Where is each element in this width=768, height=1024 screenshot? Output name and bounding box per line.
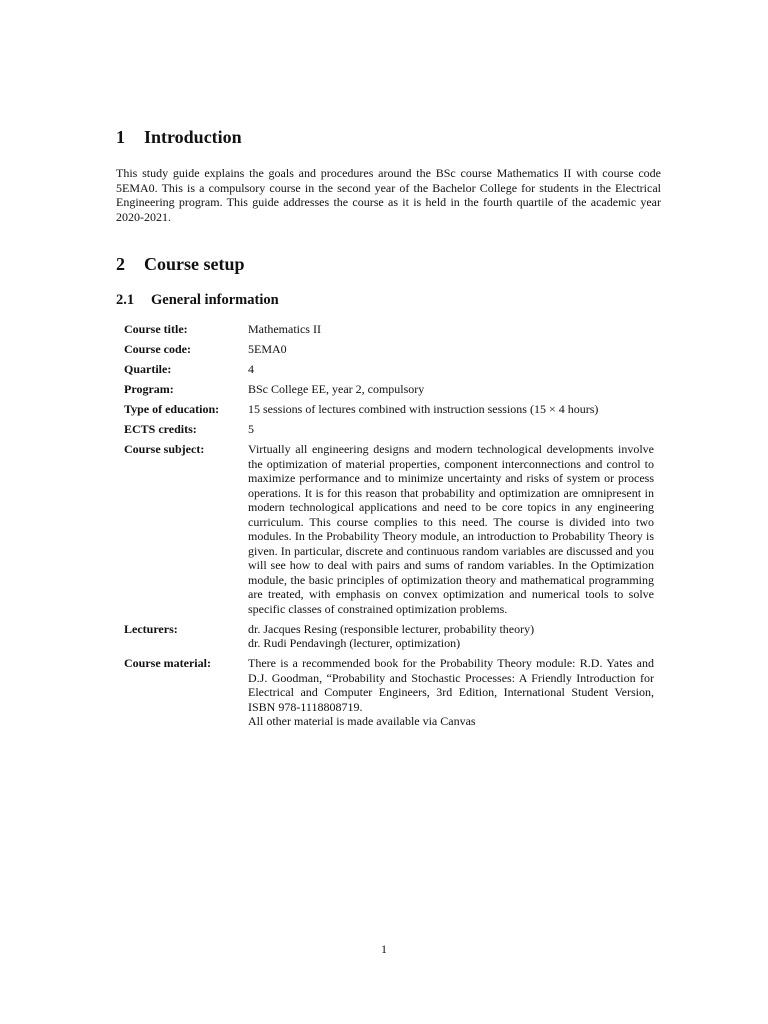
info-value-line: Virtually all engineering designs and modern technological developments involve the optimization of material properties, component interconnections and control to maximize performance and to minimize uncertainty and risks of system or process operations. It is for this reason that probability and optimization are omnipresent in modern technological applications and need to be core topics in any engineering curriculum. This course complies to this need. The course is divided into two modules. In the Probability Theory module, an introduction to Probability Theory is given. In particular, discrete and continuous random variables are discussed and you will see how to deal with pairs and sums of random variables. In the Optimization module, the basic principles of optimization theory and mathematical programming are treated, with emphasis on convex optimization and numerical tools to solve specific classes of constrained optimization problems.: [248, 442, 654, 616]
general-information-table: [124, 322, 654, 734]
info-value-line: Mathematics II: [248, 322, 321, 336]
info-value: [248, 422, 654, 437]
info-value: [248, 362, 654, 377]
info-label: Lecturers:: [124, 621, 178, 636]
info-label: ECTS credits:: [124, 422, 197, 436]
info-label: Course material:: [124, 656, 211, 670]
section-number: 1: [116, 127, 125, 147]
info-value-line: dr. Jacques Resing (responsible lecturer, probability theory): [248, 621, 535, 636]
info-value-line: 15 sessions of lectures combined with instruction sessions (15 × 4 hours): [248, 402, 599, 416]
section-number: 2: [116, 254, 125, 274]
subsection-number: 2.1: [116, 292, 135, 308]
info-label: Quartile:: [124, 362, 172, 376]
info-row: [124, 422, 654, 437]
info-label: Course subject:: [124, 442, 205, 456]
info-value-line: BSc College EE, year 2, compulsory: [248, 382, 425, 396]
info-row: [124, 622, 654, 651]
info-label: Program:: [124, 382, 174, 396]
info-value-line: dr. Rudi Pendavingh (lecturer, optimization): [248, 636, 461, 650]
info-value-line: 5: [248, 422, 254, 436]
info-label: Course code:: [124, 342, 191, 356]
info-value: [248, 622, 654, 651]
intro-paragraph: This study guide explains the goals and procedures around the BSc course Mathematics II with course code 5EMA0. This is a compulsory course in the second year of the Bachelor College for students in the Electrical Engineering program. This guide addresses the course as it is held in the fourth quartile of the academic year 2020-2021.: [116, 166, 661, 224]
info-value-line: All other material is made available via Canvas: [248, 714, 476, 728]
section-2-heading: [116, 254, 245, 275]
section-title: Introduction: [144, 127, 242, 147]
info-value: [248, 442, 654, 616]
info-row: [124, 342, 654, 357]
info-row: [124, 442, 654, 616]
subsection-2-1-heading: [116, 292, 279, 309]
info-label: Type of education:: [124, 402, 220, 416]
info-row: [124, 322, 654, 337]
info-value: [248, 342, 654, 357]
info-row: [124, 362, 654, 377]
info-label: Course title:: [124, 322, 188, 336]
info-value: [248, 382, 654, 397]
info-value-line: 4: [248, 362, 254, 376]
info-row: [124, 402, 654, 417]
subsection-title: General information: [151, 292, 279, 308]
info-value-line: 5EMA0: [248, 342, 287, 356]
info-row: [124, 656, 654, 729]
section-1-heading: [116, 127, 242, 148]
info-value: [248, 656, 654, 729]
section-title: Course setup: [144, 254, 245, 274]
page-number: 1: [381, 942, 387, 956]
info-value: [248, 402, 654, 417]
info-value: [248, 322, 654, 337]
info-row: [124, 382, 654, 397]
info-value-line: There is a recommended book for the Probability Theory module: R.D. Yates and D.J. Goodman, “Probability and Stochastic Processes: A Friendly Introduction for Electrical and Computer Engineers, 3rd Edition, International Student Version, ISBN 978-1118808719.: [248, 656, 654, 714]
